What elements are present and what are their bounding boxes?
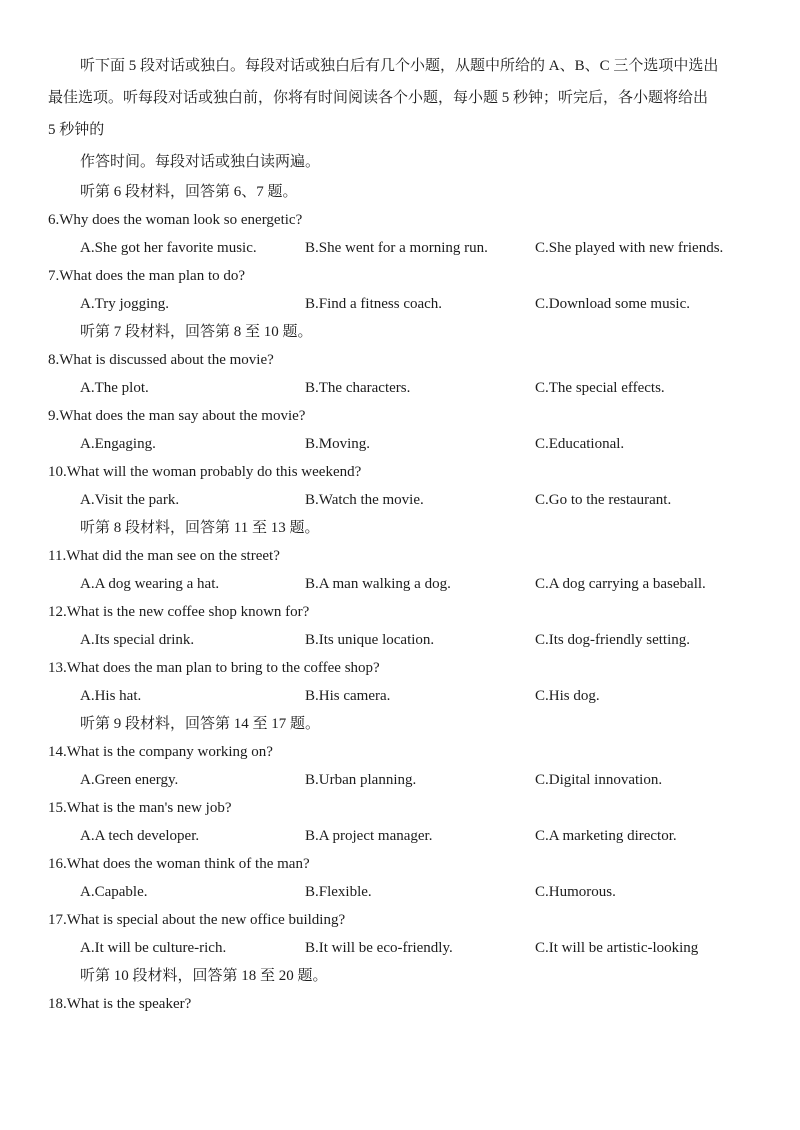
option-b: B.Urban planning. <box>305 772 417 788</box>
option-a: A.Capable. <box>80 884 148 900</box>
instruction-line: 最佳选项。听每段对话或独白前，你将有时间阅读各个小题，每小题 5 秒钟；听完后，各小题将给出 <box>48 90 709 106</box>
option-c: C.His dog. <box>535 688 600 704</box>
option-b: B.Moving. <box>305 436 371 452</box>
option-a: A.A dog wearing a hat. <box>80 576 220 592</box>
option-c: C.A dog carrying a baseball. <box>535 576 706 592</box>
option-b: B.Its unique location. <box>305 632 435 648</box>
section-header: 听第 10 段材料，回答第 18 至 20 题。 <box>80 968 328 984</box>
question-text: 15.What is the man's new job? <box>48 800 232 816</box>
option-c: C.Educational. <box>535 436 625 452</box>
question-text: 12.What is the new coffee shop known for? <box>48 604 310 620</box>
listening-instructions <box>48 50 768 178</box>
question-text: 9.What does the man say about the movie? <box>48 408 306 424</box>
instruction-line: 听下面 5 段对话或独白。每段对话或独白后有几个小题，从题中所给的 A、B、C 三个选项中选出 <box>80 58 719 74</box>
question-text: 13.What does the man plan to bring to the coffee shop? <box>48 660 380 676</box>
option-b: B.She went for a morning run. <box>305 240 488 256</box>
option-a: A.Green energy. <box>80 772 179 788</box>
option-c: C.Download some music. <box>535 296 690 312</box>
section-header: 听第 7 段材料，回答第 8 至 10 题。 <box>80 324 313 340</box>
option-a: A.His hat. <box>80 688 142 704</box>
option-a: A.Its special drink. <box>80 632 195 648</box>
options-row <box>80 934 768 962</box>
option-b: B.Flexible. <box>305 884 372 900</box>
options-row <box>80 290 768 318</box>
option-a: A.She got her favorite music. <box>80 240 257 256</box>
question-sections <box>48 178 768 1018</box>
question-text: 11.What did the man see on the street? <box>48 548 280 564</box>
option-c: C.She played with new friends. <box>535 240 724 256</box>
option-c: C.Its dog-friendly setting. <box>535 632 690 648</box>
option-a: A.Engaging. <box>80 436 156 452</box>
option-b: B.A project manager. <box>305 828 433 844</box>
option-c: C.It will be artistic-looking <box>535 940 699 956</box>
options-row <box>80 626 768 654</box>
question-text: 6.Why does the woman look so energetic? <box>48 212 303 228</box>
question-text: 17.What is special about the new office building? <box>48 912 346 928</box>
options-row <box>80 430 768 458</box>
options-row <box>80 878 768 906</box>
options-row <box>80 682 768 710</box>
question-text: 8.What is discussed about the movie? <box>48 352 274 368</box>
question-text: 16.What does the woman think of the man? <box>48 856 310 872</box>
options-row <box>80 374 768 402</box>
option-b: B.A man walking a dog. <box>305 576 451 592</box>
option-c: C.Go to the restaurant. <box>535 492 672 508</box>
question-text: 18.What is the speaker? <box>48 996 192 1012</box>
option-a: A.The plot. <box>80 380 149 396</box>
instruction-line: 作答时间。每段对话或独白读两遍。 <box>80 154 321 170</box>
option-a: A.Try jogging. <box>80 296 170 312</box>
option-b: B.It will be eco-friendly. <box>305 940 453 956</box>
section-header: 听第 6 段材料，回答第 6、7 题。 <box>80 184 298 200</box>
instruction-line: 5 秒钟的 <box>48 122 105 138</box>
option-c: C.A marketing director. <box>535 828 677 844</box>
question-text: 10.What will the woman probably do this weekend? <box>48 464 362 480</box>
option-c: C.Humorous. <box>535 884 616 900</box>
options-row <box>80 570 768 598</box>
option-a: A.It will be culture-rich. <box>80 940 227 956</box>
options-row <box>80 822 768 850</box>
options-row <box>80 234 768 262</box>
section-header: 听第 8 段材料，回答第 11 至 13 题。 <box>80 520 320 536</box>
option-b: B.Watch the movie. <box>305 492 424 508</box>
option-a: A.Visit the park. <box>80 492 180 508</box>
option-b: B.His camera. <box>305 688 391 704</box>
option-c: C.Digital innovation. <box>535 772 663 788</box>
option-b: B.Find a fitness coach. <box>305 296 443 312</box>
option-a: A.A tech developer. <box>80 828 200 844</box>
option-b: B.The characters. <box>305 380 411 396</box>
option-c: C.The special effects. <box>535 380 665 396</box>
question-text: 14.What is the company working on? <box>48 744 273 760</box>
options-row <box>80 486 768 514</box>
options-row <box>80 766 768 794</box>
section-header: 听第 9 段材料，回答第 14 至 17 题。 <box>80 716 321 732</box>
question-text: 7.What does the man plan to do? <box>48 268 246 284</box>
